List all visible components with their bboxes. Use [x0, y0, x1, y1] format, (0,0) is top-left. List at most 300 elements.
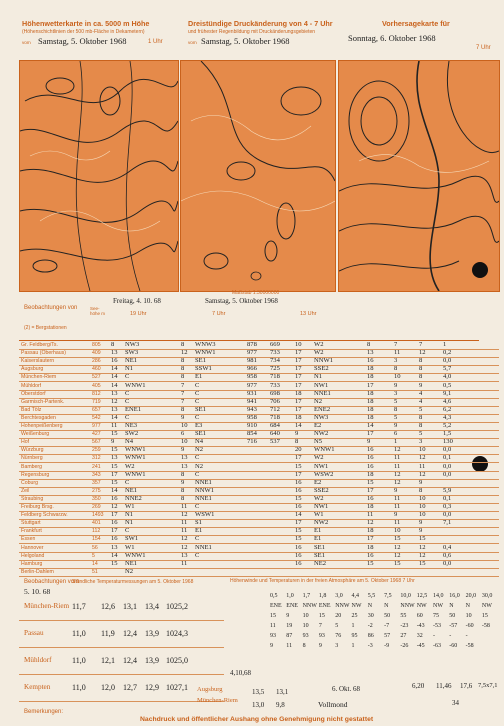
cell-k: 8 [394, 405, 398, 413]
cell-h: 805 [92, 342, 101, 348]
cell-i: W2 [314, 494, 324, 502]
cell-c: 8 [181, 486, 185, 494]
upper-air-cell: NNW [302, 603, 317, 609]
bottom-station-value: 12,6 [101, 602, 115, 611]
cell-m: 7,1 [443, 519, 452, 527]
cell-b: ENE1 [125, 405, 142, 413]
upper-air-cell: 15 [270, 613, 276, 619]
cell-m: 0,3 [443, 503, 452, 510]
cell-h: 977 [92, 423, 101, 429]
cell-d: N2 [195, 446, 204, 454]
cell-c: 10 [181, 422, 188, 429]
cell-i: N2 [314, 397, 323, 405]
cell-j: 16 [367, 446, 374, 454]
map1-subtitle: (Höhenschichtlinien der 500 mb-Fläche in Dekametern) [22, 29, 145, 35]
upper-air-cell: ENE [318, 603, 331, 609]
cell-m: 0,0 [443, 511, 452, 519]
cell-m: 0,1 [443, 454, 452, 462]
cell-a: 15 [111, 559, 118, 567]
cell-a: 15 [111, 446, 118, 454]
cell-b: NE1 [125, 559, 138, 567]
cell-name: Hohenpeißenberg [21, 423, 63, 429]
cell-name: Bamberg [21, 463, 43, 470]
cell-a: 13 [111, 349, 118, 357]
cell-c: 12 [181, 511, 188, 519]
row-divider [19, 674, 224, 675]
cell-name: Frankfurt [21, 528, 42, 535]
upper-air-cell: NW [416, 603, 427, 609]
cell-a: 15 [111, 462, 118, 470]
cell-d: NNE1 [195, 478, 212, 486]
cell-e: 977 [247, 381, 257, 389]
cell-d: C [195, 397, 200, 405]
cell-i: E2 [314, 478, 322, 486]
cell-l: 8 [419, 413, 423, 421]
cell-i: SSE2 [314, 365, 329, 373]
upper-air-cell: -2 [367, 623, 373, 629]
upper-air-cell: 93 [302, 633, 309, 639]
cell-i: NW1 [314, 381, 329, 389]
upper-air-cell: 1,7 [302, 593, 311, 599]
upper-air-cell: 15 [318, 613, 325, 619]
cell-j: 9 [367, 438, 371, 446]
upper-air-cell: 8 [302, 643, 306, 649]
cell-d: SSW1 [195, 365, 212, 373]
upper-air-cell: NW [433, 603, 443, 609]
cell-d: C [195, 381, 200, 389]
cell-e: 958 [247, 413, 257, 421]
cell-d: E3 [195, 422, 203, 429]
upper-air-cell: 9 [270, 643, 273, 649]
cell-d: C [195, 503, 200, 510]
cell-b: W1 [125, 503, 135, 510]
upper-air-cell: -3 [367, 643, 373, 649]
cell-m: 4,0 [443, 373, 452, 381]
upper-air-cell: 75 [433, 613, 439, 619]
map3-time: 7 Uhr [476, 45, 491, 51]
upper-air-map [19, 60, 179, 292]
cell-k: 12 [394, 470, 401, 478]
upper-air-cell: 25 [351, 613, 358, 619]
cell-name: Weißenburg [21, 431, 50, 438]
cell-g: 16 [295, 503, 302, 510]
cell-i: W2 [314, 341, 324, 348]
cell-a: 8 [111, 341, 115, 348]
upper-air-cell: 7,5 [384, 593, 392, 599]
cell-k: 6 [394, 430, 398, 438]
cell-j: 12 [367, 519, 374, 527]
cell-m: 0,0 [443, 559, 452, 567]
cell-d: SE1 [195, 357, 206, 365]
upper-air-cell: 95 [351, 633, 358, 639]
map2-date-prefix: vom [188, 40, 197, 45]
time19-head: 19 Uhr [130, 311, 147, 317]
r2-val: 17,6 [460, 682, 473, 690]
cell-h: 427 [92, 431, 101, 438]
cell-h: 409 [92, 350, 101, 357]
cell-a: 17 [111, 470, 118, 478]
bottom-station-value: 11,9 [101, 629, 115, 638]
cell-i: NW3 [314, 413, 329, 421]
cell-k: 11 [394, 503, 401, 510]
cell-l: 12 [419, 543, 426, 551]
cell-h: 56 [92, 544, 98, 551]
cell-a: 13 [111, 543, 118, 551]
bottom-station-value: 12,0 [101, 683, 115, 692]
upper-air-cell: 20 [335, 613, 342, 619]
cell-h: 343 [92, 471, 101, 478]
cell-name: Berchtesgaden [21, 414, 56, 421]
cell-b: N4 [125, 438, 134, 446]
cell-i: E2 [314, 422, 322, 429]
pressure-change-map [180, 60, 336, 292]
cell-name: Regensburg [21, 471, 50, 478]
cell-h: 51 [92, 568, 98, 575]
map3-date: Sonntag, 6. Oktober 1968 [348, 33, 436, 43]
cell-name: Berlin-Dahlem [21, 568, 54, 575]
cell-b: WNW1 [125, 381, 146, 389]
upper-air-cell: -53 [433, 623, 441, 629]
cell-l: 4 [419, 397, 423, 405]
cell-name: Nürnberg [21, 455, 43, 462]
cell-k: 9 [394, 511, 398, 519]
cell-f: 669 [270, 341, 280, 348]
cell-b: W2 [125, 462, 135, 470]
cell-e: 931 [247, 389, 257, 397]
bottom-station-value: 13,1 [123, 602, 137, 611]
cell-name: Straubing [21, 495, 44, 502]
cell-l: 11 [419, 462, 426, 470]
cell-m: 0,0 [443, 357, 452, 365]
upper-air-cell: 57 [384, 633, 391, 639]
cell-h: 14 [92, 560, 98, 567]
cell-m: 0,1 [443, 494, 452, 502]
cell-l: 9 [419, 527, 423, 535]
cell-k: 9 [394, 422, 398, 429]
cell-name: Helgoland [21, 552, 45, 559]
cell-c: 8 [181, 470, 185, 478]
map2-title: Dreistündige Druckänderung von 4 - 7 Uhr [188, 19, 333, 28]
bottom-station-name: Passau [24, 629, 44, 637]
cell-k: 5 [394, 413, 398, 421]
cell-j: 17 [367, 430, 374, 438]
cell-name: Mühldorf [21, 382, 42, 389]
cell-e: 958 [247, 373, 257, 381]
cell-h: 719 [92, 398, 101, 405]
cell-f: 733 [270, 381, 280, 389]
upper-air-cell: 30 [367, 613, 374, 619]
cell-b: C [125, 478, 130, 486]
cell-j: 18 [367, 397, 374, 405]
cell-k: 11 [394, 462, 401, 470]
upper-air-cell: N [449, 603, 454, 609]
cell-l: 12 [419, 454, 426, 462]
cell-h: 269 [92, 504, 101, 510]
cell-k: 12 [394, 446, 401, 454]
cell-j: 17 [367, 381, 374, 389]
cell-name: Gr. Feldberg/Ts. [21, 342, 58, 348]
cell-m: 0,5 [443, 381, 452, 389]
cell-i: NW2 [314, 430, 329, 438]
cell-i: SSE2 [314, 486, 329, 494]
cell-g: 17 [295, 365, 302, 373]
r3-val: 7,5x7,1 [478, 682, 498, 689]
bottom-station-value: 13,9 [145, 656, 159, 665]
cell-j: 18 [367, 413, 374, 421]
cell-b: N1 [125, 511, 134, 519]
bottom-station-value: 11,0 [72, 656, 86, 665]
cell-name: Passau (Oberhaus) [21, 350, 66, 357]
cell-g: 15 [295, 527, 302, 535]
cell-g: 15 [295, 462, 302, 470]
cell-j: 18 [367, 527, 374, 535]
cell-d: WNW3 [195, 341, 216, 348]
cell-l: 15 [419, 559, 426, 567]
cell-k: 12 [394, 478, 401, 486]
cell-c: 8 [181, 357, 185, 365]
cell-l: 3 [419, 438, 423, 446]
cell-i: N5 [314, 438, 323, 446]
cell-h: 312 [92, 455, 101, 462]
cell-k: 11 [394, 349, 401, 357]
cell-j: 18 [367, 365, 374, 373]
cell-j: 15 [367, 559, 374, 567]
cell-i: WSW2 [314, 470, 334, 478]
cell-name: Freiburg Brsg. [21, 504, 54, 510]
cell-l: 9 [419, 519, 423, 527]
upper-air-cell: -26 [400, 643, 409, 649]
upper-air-cell: 76 [335, 633, 342, 639]
cell-j: 18 [367, 543, 374, 551]
cell-a: 14 [111, 551, 118, 559]
cell-g: 16 [295, 486, 302, 494]
cell-c: 13 [181, 454, 188, 462]
cell-c: 11 [181, 503, 188, 510]
cell-i: NW1 [314, 462, 329, 470]
cell-j: 18 [367, 373, 374, 381]
cell-j: 13 [367, 349, 374, 357]
cell-i: NNE1 [314, 389, 331, 397]
table-row [19, 568, 499, 577]
cell-c: 11 [181, 559, 188, 567]
cell-k: 7 [394, 341, 398, 348]
cell-g: 15 [295, 494, 302, 502]
cell-b: WNW1 [125, 470, 146, 478]
cell-l: 8 [419, 486, 423, 494]
cell-name: Hof [21, 439, 30, 446]
cell-a: 13 [111, 405, 118, 413]
cell-b: WNW1 [125, 454, 146, 462]
map1-date-prefix: vom [22, 40, 31, 45]
cell-a: 9 [111, 438, 115, 446]
cell-j: 11 [367, 511, 374, 519]
cell-m: 0,0 [443, 470, 452, 478]
cell-b: NE3 [125, 422, 138, 429]
cell-j: 18 [367, 503, 374, 510]
cell-name: Hannover [21, 544, 44, 551]
cell-h: 812 [92, 390, 101, 397]
cell-h: 5 [92, 552, 95, 559]
cell-j: 17 [367, 486, 374, 494]
cell-a: 12 [111, 397, 118, 405]
cell-b: N1 [125, 519, 134, 527]
cell-b: C [125, 389, 130, 397]
cell-f: 734 [270, 357, 280, 365]
cell-l: 8 [419, 422, 423, 429]
augsburg-val2: 13,1 [276, 688, 289, 696]
cell-e: 716 [247, 438, 257, 446]
upper-air-cell: 32 [416, 633, 423, 639]
cell-f: 684 [270, 422, 280, 429]
cell-b: W1 [125, 543, 135, 551]
upper-air-cell: 11 [286, 643, 293, 649]
cell-m: 0,6 [443, 551, 452, 559]
cell-d: C [195, 470, 200, 478]
cell-g: 17 [295, 405, 302, 413]
cell-b: NNE2 [125, 494, 142, 502]
upper-air-cell: 10 [302, 613, 309, 619]
cell-g: 9 [295, 430, 299, 438]
bottom-station-value: 1027,1 [166, 683, 188, 692]
bottom-station-value: 1025,2 [166, 602, 188, 611]
cell-b: C [125, 373, 130, 381]
upper-air-cell: NNW [400, 603, 415, 609]
bottom-station-head: Beobachtungen vom [24, 579, 80, 585]
upper-air-cell: 5,5 [367, 593, 376, 599]
cell-d: NNW1 [195, 486, 215, 494]
cell-l: 4 [419, 389, 423, 397]
bottom-station-value: 12,9 [145, 683, 159, 692]
cell-name: Kaiserslautern [21, 358, 55, 365]
cell-a: 17 [111, 511, 118, 519]
cell-h: 275 [92, 487, 101, 494]
bottom-station-value: 12,1 [101, 656, 115, 665]
upper-air-cell: 3 [335, 643, 339, 649]
cell-h: 460 [92, 366, 101, 373]
upper-air-head: Höhenwinde und Temperaturen in der freien Atmosphäre am 5. Oktober 1968 7 Uhr [230, 578, 415, 584]
cell-d: SE1 [195, 430, 206, 438]
cell-c: 13 [181, 462, 188, 470]
cell-b: WNW1 [125, 551, 146, 559]
cell-h: 286 [92, 358, 101, 365]
cell-k: 9 [394, 381, 398, 389]
cell-b: N2 [125, 567, 134, 575]
bottom-station-value: 11,0 [72, 683, 86, 692]
row-divider [19, 620, 224, 621]
cell-a: 11 [111, 422, 118, 429]
cell-h: 154 [92, 536, 101, 543]
bottom-station-name: Mühldorf [24, 656, 52, 664]
cell-f: 733 [270, 349, 280, 357]
cell-g: 17 [295, 349, 302, 357]
cell-j: 18 [367, 470, 374, 478]
cell-g: 15 [295, 535, 302, 543]
col-station-head: Beobachtungen von [24, 305, 78, 311]
cell-j: 8 [367, 341, 371, 348]
cell-m: 0,0 [443, 446, 452, 454]
bottom-station-value: 12,4 [123, 656, 137, 665]
upper-air-cell: ENE [286, 603, 298, 609]
cell-g: 17 [295, 454, 302, 462]
cell-a: 17 [111, 527, 118, 535]
cell-i: N1 [314, 373, 323, 381]
cell-m: 1 [443, 341, 447, 348]
cell-c: 9 [181, 478, 185, 486]
upper-air-cell: NW [351, 603, 362, 609]
cell-g: 17 [295, 397, 302, 405]
upper-air-cell: 9 [286, 613, 290, 619]
bottom-station-value: 12,7 [123, 683, 137, 692]
cell-l: 12 [419, 551, 426, 559]
cell-l: 12 [419, 470, 426, 478]
upper-air-cell: ENE [270, 603, 282, 609]
cell-b: WNW1 [125, 446, 146, 454]
upper-air-cell: 87 [286, 633, 293, 639]
cell-a: 14 [111, 486, 118, 494]
cell-l: 8 [419, 357, 423, 365]
cell-a: 16 [111, 494, 118, 502]
cell-a: 16 [111, 535, 118, 543]
cell-h: 1493 [92, 512, 104, 519]
cell-d: N2 [195, 462, 204, 470]
cell-b: NE1 [125, 486, 138, 494]
cell-e: 943 [247, 405, 257, 413]
cell-m: 0,0 [443, 462, 452, 470]
upper-air-cell: 1,0 [286, 593, 294, 599]
cell-g: 14 [295, 511, 302, 519]
cell-i: W2 [314, 454, 324, 462]
cell-g: 20 [295, 446, 302, 454]
cell-h: 259 [92, 447, 101, 454]
col-height-head: See-höhe m [90, 306, 106, 316]
cell-d: C [195, 389, 200, 397]
cell-g: 14 [295, 422, 302, 429]
upper-air-cell: NW [481, 603, 492, 609]
upper-air-cell: 3,0 [335, 593, 343, 599]
upper-air-cell: 19 [286, 623, 293, 629]
cell-e: 981 [247, 357, 257, 365]
cell-k: 10 [394, 373, 401, 381]
cell-d: E1 [195, 373, 203, 381]
cell-j: 18 [367, 405, 374, 413]
cell-m: 0,2 [443, 349, 452, 357]
cell-k: 9 [394, 486, 398, 494]
cell-i: NW1 [314, 503, 329, 510]
cell-a: 16 [111, 357, 118, 365]
max-min-date: 4,10,68 [230, 669, 251, 677]
col-station-sub: (2) = Bergstationen [24, 325, 67, 331]
cell-m: 9,1 [443, 389, 452, 397]
upper-air-cell: -63 [433, 643, 441, 649]
upper-air-cell: N [384, 603, 389, 609]
upper-air-cell: -58 [481, 623, 490, 629]
cell-b: N1 [125, 365, 134, 373]
cell-g: 18 [295, 413, 302, 421]
upper-air-cell: N [367, 603, 373, 609]
cell-k: 3 [394, 389, 398, 397]
bottom-station-value: 13,4 [145, 602, 159, 611]
r4-val: 34 [452, 699, 459, 707]
cell-l: 5 [419, 430, 423, 438]
upper-air-cell: 16,0 [449, 593, 460, 599]
cell-a: 15 [111, 430, 118, 438]
cell-f: 706 [270, 397, 280, 405]
cell-j: 18 [367, 389, 374, 397]
cell-a: 16 [111, 519, 118, 527]
bottom-station-name: München-Riem [24, 602, 70, 610]
cell-c: 8 [181, 341, 185, 348]
cell-c: 8 [181, 405, 185, 413]
